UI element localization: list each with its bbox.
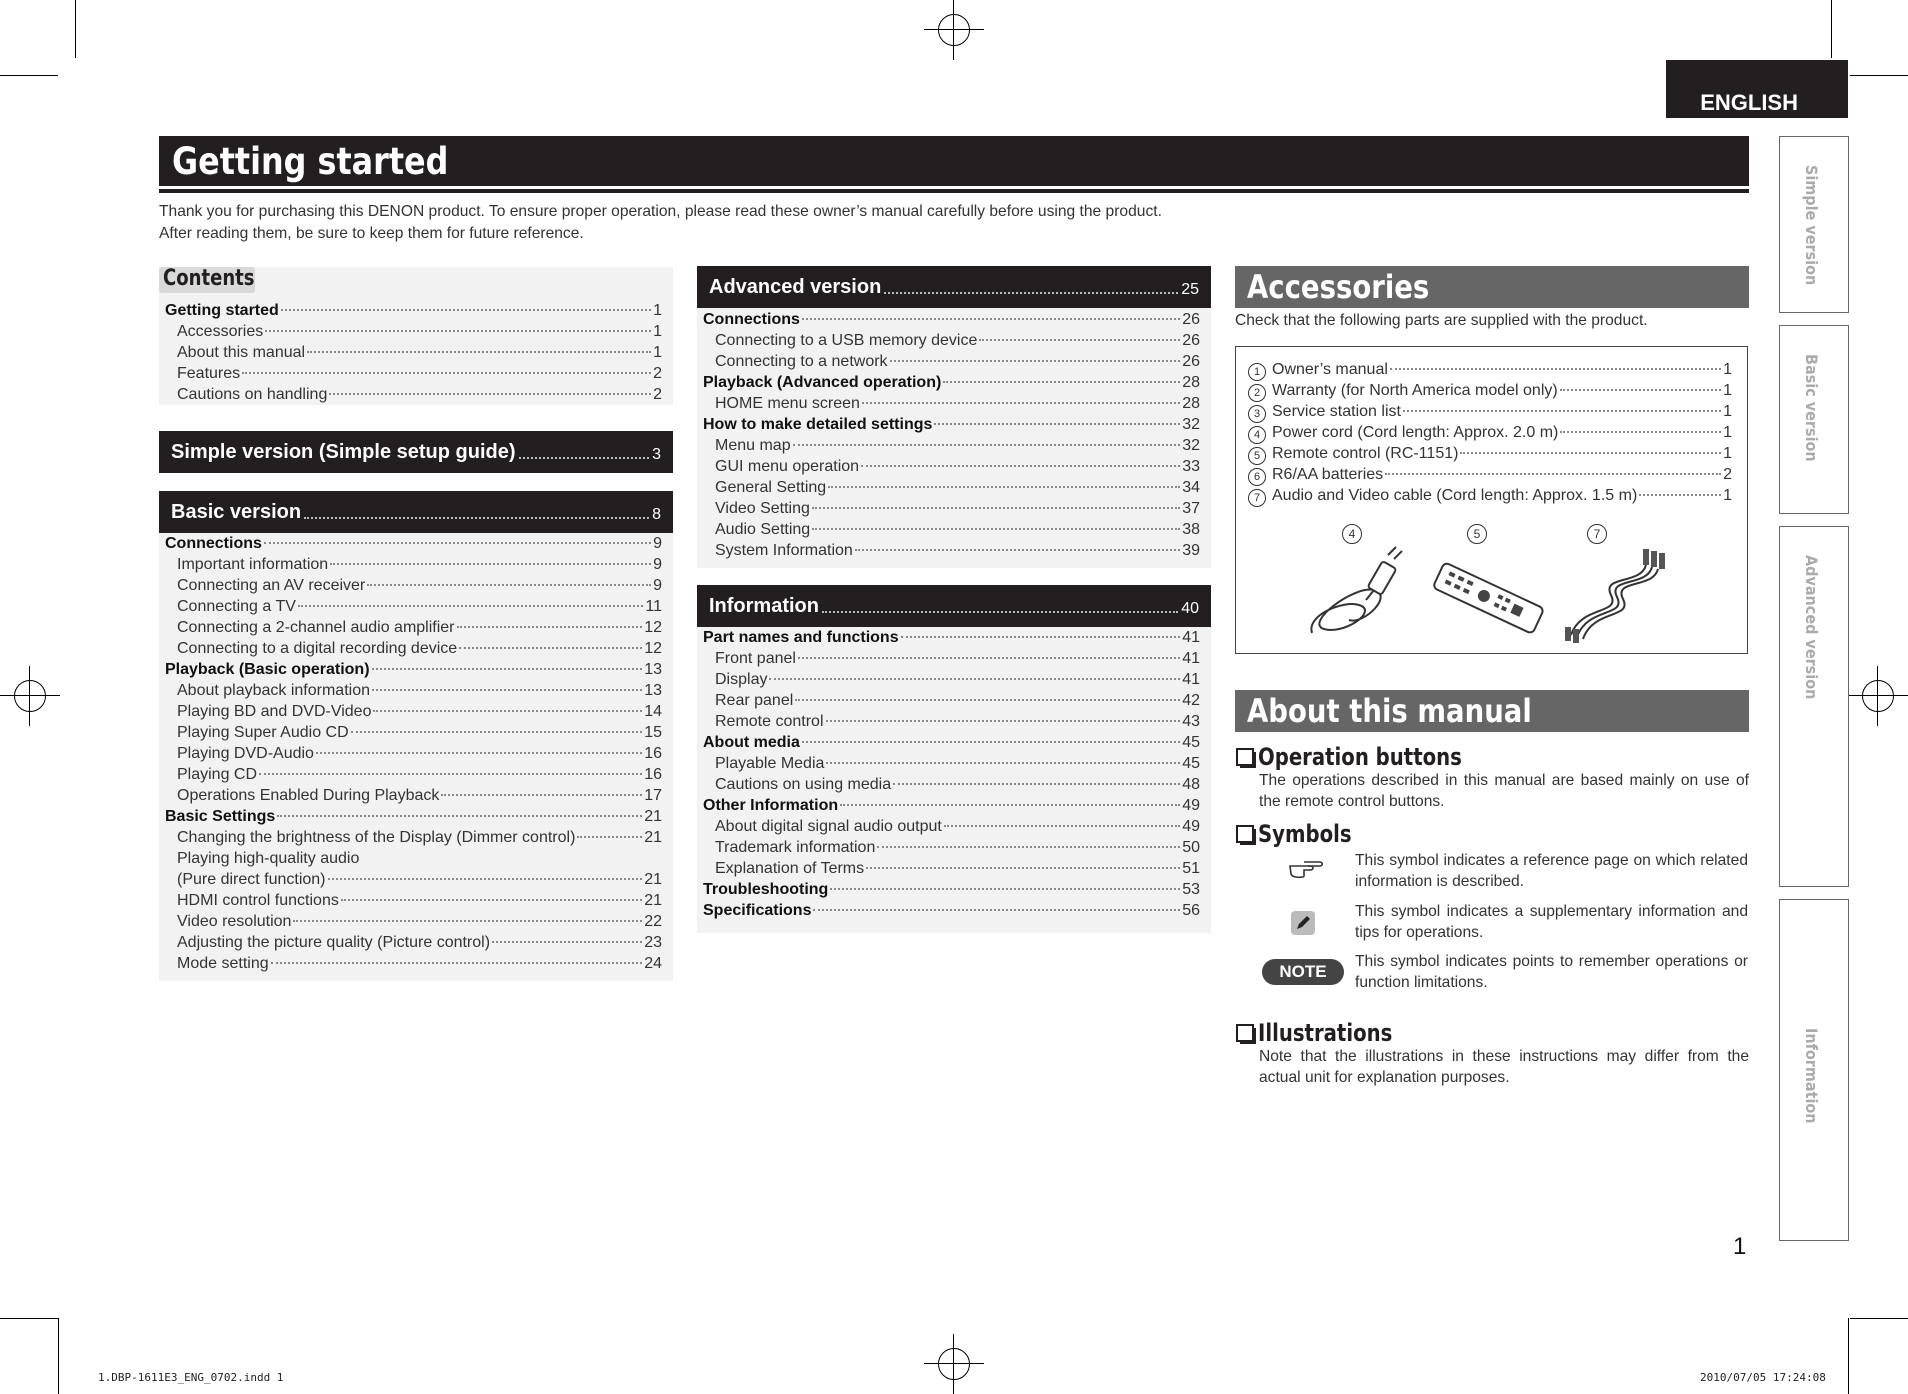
basic-version-list: [165, 533, 662, 974]
toc-row[interactable]: Part names and functions 41: [703, 629, 1200, 646]
toc-row[interactable]: Remote control 43: [715, 713, 1200, 730]
title-underline: [159, 189, 1749, 193]
toc-row[interactable]: Important information 9: [177, 556, 662, 573]
callout-remote: 5: [1467, 524, 1487, 544]
about-manual-heading: About this manual: [1247, 692, 1532, 730]
callout-power-cord: 4: [1342, 524, 1362, 544]
toc-row[interactable]: Playing Super Audio CD 15: [177, 724, 662, 741]
page-title: Getting started: [172, 140, 449, 183]
toc-row[interactable]: Cautions on using media 48: [715, 776, 1200, 793]
toc-row[interactable]: About digital signal audio output 49: [715, 818, 1200, 835]
illustrations-text: Note that the illustrations in these instructions may differ from the actual unit for explanation purposes.: [1259, 1048, 1749, 1086]
toc-row[interactable]: Connections 9: [165, 535, 662, 552]
registration-mark: [924, 0, 984, 60]
toc-row[interactable]: About playback information 13: [177, 682, 662, 699]
crop-mark: [58, 1318, 59, 1394]
toc-row[interactable]: Features 2: [177, 365, 662, 382]
toc-row[interactable]: Playing CD 16: [177, 766, 662, 783]
language-tab: ENGLISH: [1666, 60, 1848, 118]
toc-row[interactable]: Troubleshooting 53: [703, 881, 1200, 898]
section-basic-version[interactable]: Basic version 8: [159, 491, 673, 533]
toc-row[interactable]: (Pure direct function) 21: [177, 871, 662, 888]
toc-row[interactable]: Adjusting the picture quality (Picture control) 23: [177, 934, 662, 951]
side-tab-advanced-version[interactable]: Advanced version: [1779, 526, 1849, 887]
toc-row[interactable]: Mode setting 24: [177, 955, 662, 972]
toc-row[interactable]: Audio Setting 38: [715, 521, 1200, 538]
toc-row[interactable]: Connections 26: [703, 311, 1200, 328]
accessory-item: 2 Warranty (for North America model only) 1: [1248, 380, 1732, 401]
power-cord-illustration: [1304, 545, 1414, 645]
crop-mark: [75, 0, 76, 58]
information-list: [703, 627, 1200, 921]
pencil-note-icon: [1291, 911, 1315, 935]
crop-mark: [0, 1318, 58, 1319]
pointing-hand-icon: [1288, 856, 1324, 880]
toc-row[interactable]: Connecting to a digital recording device 12: [177, 640, 662, 657]
registration-mark: [924, 1334, 984, 1394]
toc-row[interactable]: GUI menu operation 33: [715, 458, 1200, 475]
toc-row[interactable]: Connecting an AV receiver 9: [177, 577, 662, 594]
footer-filename: 1.DBP-1611E3_ENG_0702.indd 1: [98, 1371, 284, 1384]
toc-row[interactable]: Accessories 1: [177, 323, 662, 340]
crop-mark: [1850, 75, 1908, 76]
toc-row[interactable]: Front panel 41: [715, 650, 1200, 667]
symbol-supplementary-text: This symbol indicates a supplementary information and tips for operations.: [1355, 903, 1748, 941]
toc-row[interactable]: HDMI control functions 21: [177, 892, 662, 909]
symbol-reference-text: This symbol indicates a reference page on which related information is described.: [1355, 852, 1748, 890]
side-tab-information[interactable]: Information: [1779, 899, 1849, 1241]
accessories-intro: Check that the following parts are supplied with the product.: [1235, 312, 1648, 329]
toc-row[interactable]: Trademark information 50: [715, 839, 1200, 856]
operation-buttons-heading: Operation buttons: [1236, 743, 1507, 771]
av-cable-illustration: [1561, 545, 1671, 645]
contents-list: [165, 300, 662, 405]
toc-row[interactable]: Connecting a TV 11: [177, 598, 662, 615]
toc-row[interactable]: Rear panel 42: [715, 692, 1200, 709]
toc-row[interactable]: How to make detailed settings 32: [703, 416, 1200, 433]
accessory-item: 7 Audio and Video cable (Cord length: Approx. 1.5 m) 1: [1248, 485, 1732, 506]
accessory-item: 5 Remote control (RC-1151) 1: [1248, 443, 1732, 464]
accessories-heading: Accessories: [1247, 268, 1430, 306]
accessories-heading-bar: [1235, 266, 1749, 308]
toc-row[interactable]: Playback (Basic operation) 13: [165, 661, 662, 678]
toc-row[interactable]: Playing DVD-Audio 16: [177, 745, 662, 762]
toc-row[interactable]: Operations Enabled During Playback 17: [177, 787, 662, 804]
toc-row[interactable]: Playback (Advanced operation) 28: [703, 374, 1200, 391]
toc-row[interactable]: Display 41: [715, 671, 1200, 688]
advanced-version-list: [703, 309, 1200, 561]
symbol-note-text: This symbol indicates points to remember operations or function limitations.: [1355, 953, 1748, 991]
section-advanced-version[interactable]: Advanced version 25: [697, 266, 1211, 308]
accessories-box: [1235, 346, 1748, 654]
toc-row[interactable]: Basic Settings 21: [165, 808, 662, 825]
toc-row[interactable]: Video Setting 37: [715, 500, 1200, 517]
toc-row[interactable]: Other Information 49: [703, 797, 1200, 814]
crop-mark: [0, 75, 58, 76]
side-tab-basic-version[interactable]: Basic version: [1779, 325, 1849, 514]
page-number: 1: [1733, 1233, 1747, 1260]
footer-timestamp: 2010/07/05 17:24:08: [1700, 1371, 1826, 1384]
toc-row[interactable]: Changing the brightness of the Display (Dimmer control) 21: [177, 829, 662, 846]
toc-row[interactable]: Playable Media 45: [715, 755, 1200, 772]
callout-av-cable: 7: [1587, 524, 1607, 544]
accessory-item: 4 Power cord (Cord length: Approx. 2.0 m) 1: [1248, 422, 1732, 443]
toc-row[interactable]: Menu map 32: [715, 437, 1200, 454]
toc-row[interactable]: Playing high-quality audio: [177, 850, 360, 867]
toc-row[interactable]: Connecting to a network 26: [715, 353, 1200, 370]
toc-row[interactable]: About this manual 1: [177, 344, 662, 361]
toc-row[interactable]: General Setting 34: [715, 479, 1200, 496]
toc-row[interactable]: Explanation of Terms 51: [715, 860, 1200, 877]
crop-mark: [1850, 1318, 1908, 1319]
intro-text: Thank you for purchasing this DENON product. To ensure proper operation, please read these owner’s manual carefully before using the product. After reading them, be sure to keep them for future reference.: [159, 203, 1162, 242]
toc-row[interactable]: Cautions on handling 2: [177, 386, 662, 403]
contents-heading: Contents: [159, 267, 255, 293]
section-simple-version[interactable]: Simple version (Simple setup guide) 3: [159, 431, 673, 473]
accessory-item: 3 Service station list 1: [1248, 401, 1732, 422]
toc-row[interactable]: Video resolution 22: [177, 913, 662, 930]
toc-row[interactable]: About media 45: [703, 734, 1200, 751]
toc-row[interactable]: Specifications 56: [703, 902, 1200, 919]
operation-buttons-text: The operations described in this manual are based mainly on use of the remote control buttons.: [1259, 772, 1749, 810]
accessory-item: 6 R6/AA batteries 2: [1248, 464, 1732, 485]
side-tab-simple-version[interactable]: Simple version: [1779, 136, 1849, 313]
section-information[interactable]: Information 40: [697, 585, 1211, 627]
page-title-bar: [159, 136, 1749, 186]
accessory-item: 1 Owner’s manual 1: [1248, 359, 1732, 380]
toc-row[interactable]: Connecting a 2-channel audio amplifier 12: [177, 619, 662, 636]
registration-mark: [0, 666, 60, 726]
crop-mark: [1848, 1318, 1849, 1394]
toc-row[interactable]: Connecting to a USB memory device 26: [715, 332, 1200, 349]
symbols-heading: Symbols: [1236, 820, 1372, 848]
illustrations-heading: Illustrations: [1236, 1019, 1422, 1047]
toc-row[interactable]: System Information 39: [715, 542, 1200, 559]
toc-row[interactable]: HOME menu screen 28: [715, 395, 1200, 412]
registration-mark: [1848, 666, 1908, 726]
about-manual-heading-bar: [1235, 690, 1749, 732]
toc-row[interactable]: Playing BD and DVD-Video 14: [177, 703, 662, 720]
remote-control-illustration: [1428, 559, 1548, 639]
crop-mark: [1831, 0, 1832, 58]
toc-row[interactable]: Getting started 1: [165, 302, 662, 319]
note-badge: NOTE: [1262, 959, 1344, 985]
